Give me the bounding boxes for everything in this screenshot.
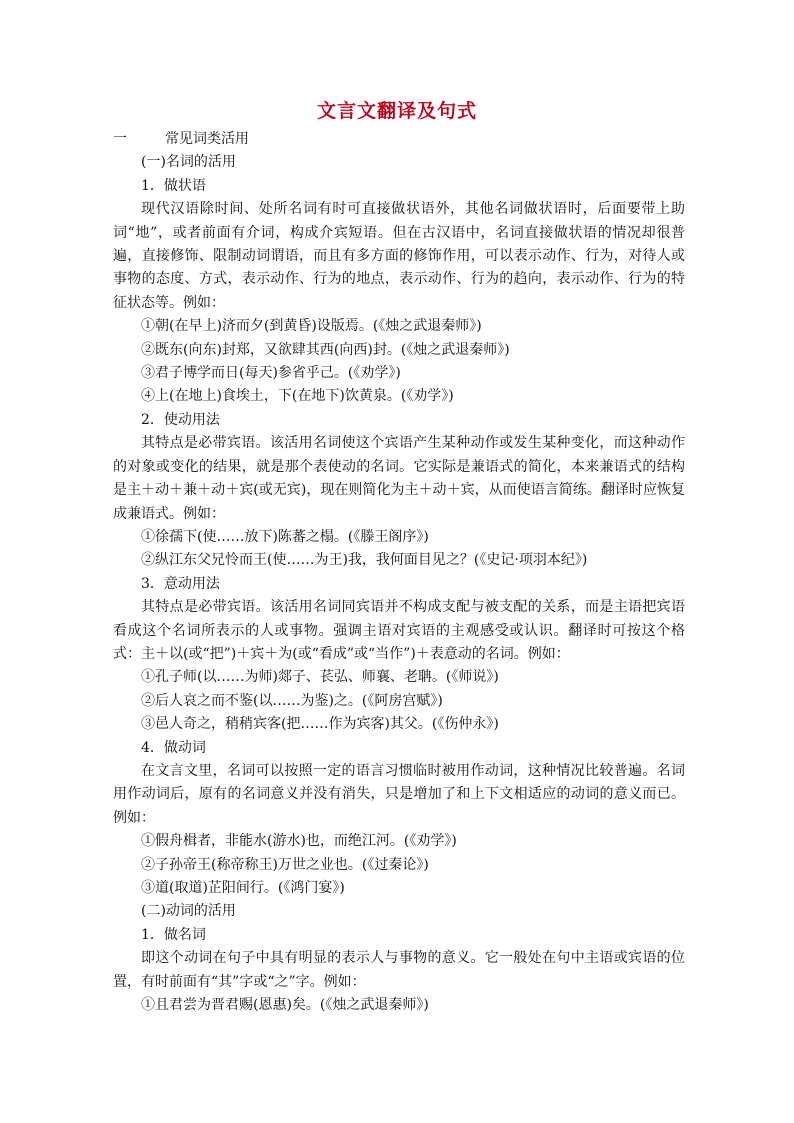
item-heading: 2．使动用法 [141, 411, 220, 428]
example-line: ①徐孺下(使……放下)陈蕃之榻。(《滕王阁序》) [141, 528, 429, 545]
example-line: ③君子博学而日(每天)参省乎己。(《劝学》) [141, 365, 401, 382]
section-number: 一 [113, 131, 127, 147]
body-paragraph: 即这个动词在句子中具有明显的表示人与事物的意义。它一般处在句中主语或宾语的位置，有时前面有“其”字或“之”字。例如： [113, 950, 685, 990]
item-heading: 1．做名词 [141, 926, 206, 943]
example-line: ④上(在地上)食埃土，下(在地下)饮黄泉。(《劝学》) [141, 388, 454, 405]
section-heading [113, 128, 685, 151]
item-heading: 4．做动词 [141, 739, 206, 756]
example-line: ③道(取道)芷阳间行。(《鸿门宴》) [141, 880, 345, 896]
item-heading: 3．意动用法 [141, 575, 220, 592]
body-paragraph: 在文言文里，名词可以按照一定的语言习惯临时被用作动词，这种情况比较普遍。名词用作动词后，原有的名词意义并没有消失，只是增加了和上下文相适应的动词的意义而已。例如： [113, 762, 685, 826]
subsection-heading: (一)名词的活用 [141, 154, 236, 171]
example-line: ③邑人奇之，稍稍宾客(把……作为宾客)其父。(《伤仲永》) [141, 716, 499, 733]
example-line: ①假舟楫者，非能水(游水)也，而绝江河。(《劝学》) [141, 833, 457, 850]
example-line: ②后人哀之而不鉴(以……为鉴)之。(《阿房宫赋》) [141, 692, 443, 709]
body-paragraph: 其特点是必带宾语。该活用名词使这个宾语产生某种动作或发生某种变化，而这种动作的对象或变化的结果，就是那个表使动的名词。它实际是兼语式的简化，本来兼语式的结构是主＋动＋兼＋动＋宾(或无宾)，现在则简化为主＋动＋宾，从而使语言简练。翻译时应恢复成兼语式。例如： [113, 435, 685, 522]
item-heading: 1．做状语 [141, 177, 206, 194]
document-title: 文言文翻译及句式 [316, 100, 477, 122]
example-line: ①朝(在早上)济而夕(到黄昏)设版焉。(《烛之武退秦师》) [141, 318, 482, 335]
example-line: ①且君尝为晋君赐(恩惠)矣。(《烛之武退秦师》) [141, 997, 429, 1014]
section-label: 常见词类活用 [165, 131, 249, 147]
subsection-heading: (二)动词的活用 [141, 903, 236, 920]
body-paragraph: 其特点是必带宾语。该活用名词同宾语并不构成支配与被支配的关系，而是主语把宾语看成这个名词所表示的人或事物。强调主语对宾语的主观感受或认识。翻译时可按这个格式：主＋以(或“把”)＋宾＋为(或“看成”或“当作”)＋表意动的名词。例如： [113, 599, 685, 662]
example-line: ①孔子师(以……为师)郯子、苌弘、师襄、老聃。(《师说》) [141, 669, 499, 686]
body-paragraph: 现代汉语除时间、处所名词有时可直接做状语外，其他名词做状语时，后面要带上助词“地”，或者前面有介词，构成介宾短语。但在古汉语中，名词直接做状语的情况却很普遍，直接修饰、限制动词谓语，而且有多方面的修饰作用，可以表示动作、行为，对待人或事物的态度、方式，表示动作、行为的地点，表示动作、行为的趋向，表示动作、行为的特征状态等。例如： [113, 201, 685, 311]
example-line: ②既东(向东)封郑，又欲肆其西(向西)封。(《烛之武退秦师》) [141, 341, 510, 358]
example-line: ②子孙帝王(称帝称王)万世之业也。(《过秦论》) [141, 856, 429, 873]
document-body [113, 128, 685, 1017]
example-line: ②纵江东父兄怜而王(使……为王)我，我何面目见之？(《史记·项羽本纪》) [141, 552, 588, 569]
